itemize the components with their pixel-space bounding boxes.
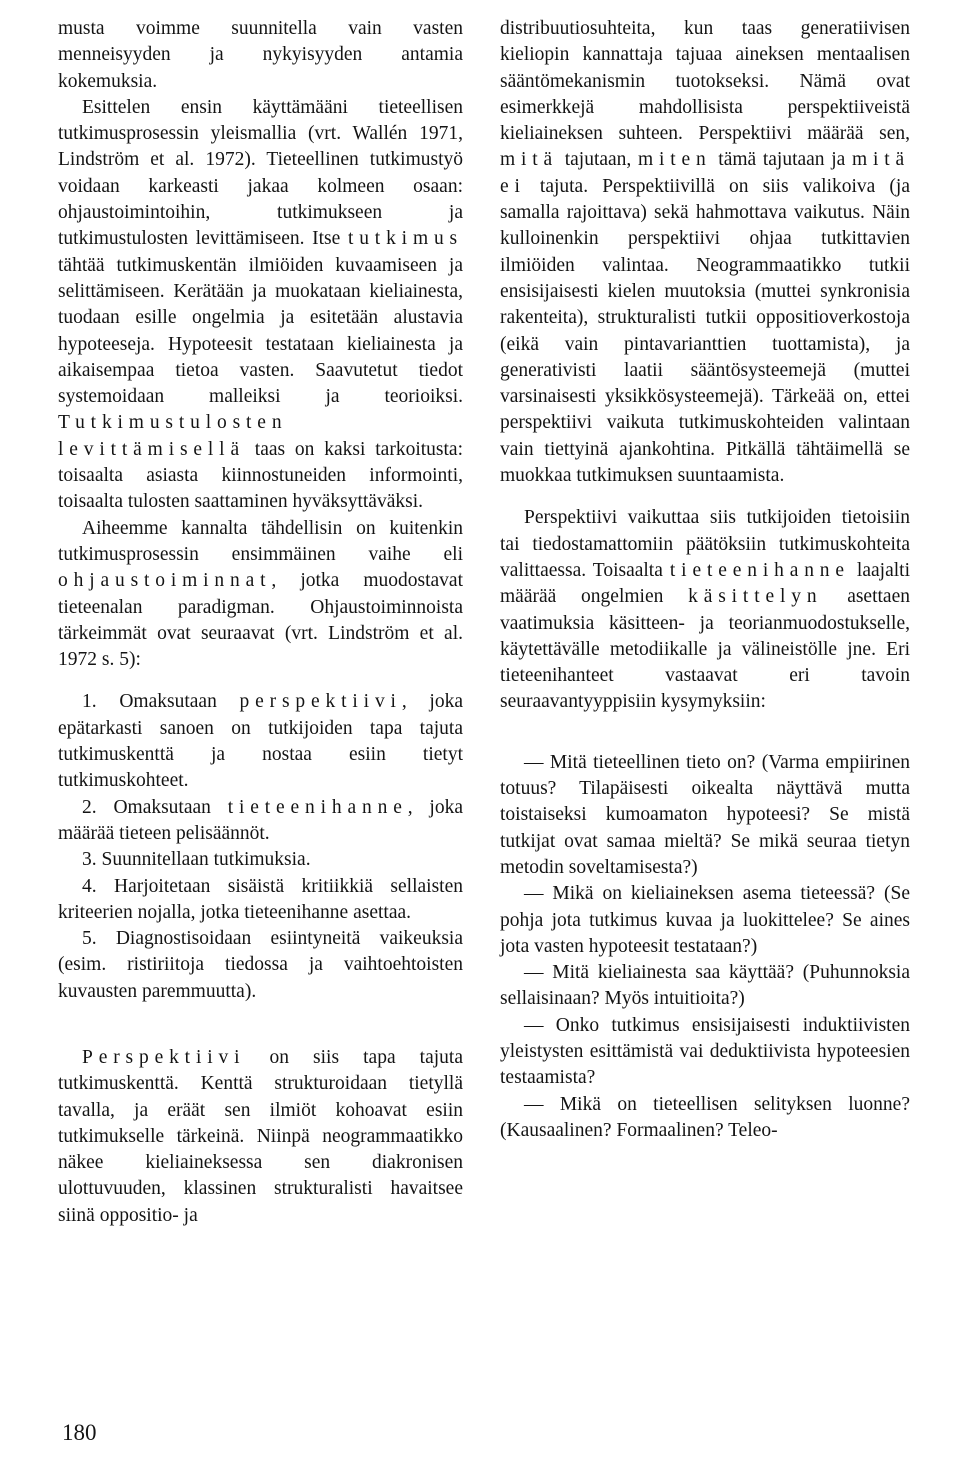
paragraph-perspective-continued: [500, 16, 910, 489]
text-run: Aiheemme kannalta tähdellisin on kuitenkin tutkimusprosessin ensimmäinen vaihe eli: [58, 517, 463, 565]
paragraph-research-model: [58, 95, 463, 516]
emphasis-ohjaustoiminnat: ohjaustoiminnat: [58, 570, 272, 592]
list-item-1: [58, 689, 463, 794]
text-run: laajalti määrää ongelmien: [500, 559, 910, 608]
list-item-5: 5. Diagnostisoidaan esiintyneitä vaikeuksia (esim. ristiriitoja tiedossa ja vaihtoehtoisten kuvausten paremmuutta).: [58, 928, 463, 1002]
emphasis-kasittelyn: käsittelyn: [688, 586, 823, 608]
text-run: Esittelen ensin käyttämääni tieteellisen tutkimusprosessin yleismallia (vrt. Wallén 1971, Lindström et al. 1972). Tieteellinen tutkimustyö voidaan karkeasti jakaa kolmeen osaan: ohjaustoimintoihin, tutkimukseen ja tutkimustulosten levittämiseen. Itse: [58, 96, 463, 250]
right-column: [500, 16, 910, 1144]
emphasis-perspektiivi: Perspektiivi: [82, 1046, 246, 1068]
emphasis-tieteenihanne: tieteenihanne: [669, 559, 850, 581]
question-1: — Mitä tieteellinen tieto on? (Varma empiirinen totuus? Tilapäisesti oikealta näyttävä mutta toistaiseksi kumoamaton hypoteesi? Se mistä tutkijat ovat samaa mieltä? Se mikä seuraa tietyn metodin soveltamisesta?): [500, 751, 910, 878]
text-run: tähtää tutkimuskentän ilmiöiden kuvaamiseen ja selittämiseen. Kerätään ja muokataan kieliainesta, tuodaan esille ongelmia ja esitetään alustavia hypoteeseja. Hypoteesit testataan kieliainesta ja aikaisempaa tietoa vasten. Saavutetut tiedot systemoidaan malleiksi ja teorioiksi.: [58, 254, 463, 408]
emphasis-mita-ei: mitä ei: [500, 149, 911, 197]
list-item-3: 3. Suunnitellaan tutkimuksia.: [82, 849, 311, 871]
text-run: distribuutiosuhteita, kun taas generatiivisen kieliopin kannattaja tajuaa aineksen mentaalisen sääntömekanismin tuotokseksi. Nämä ovat esimerkkejä mahdollisista perspektiiveistä kieliaineksen suhteen. Perspektiivi määrää sen,: [500, 18, 910, 145]
paragraph-science-ideal: [500, 505, 910, 715]
emphasis-tutkimus: tutkimus: [347, 228, 463, 250]
question-2: — Mikä on kieliaineksen asema tieteessä? (Se pohja jota tutkimus kuvaa ja luokittelee? Se aines jota vasten hypoteesit testataan?): [500, 883, 910, 957]
list-item-4: 4. Harjoitetaan sisäistä kritiikkiä sellaisten kriteerien nojalla, jotka tieteenihanne asettaa.: [58, 875, 463, 923]
left-column: [58, 16, 463, 1229]
text-run: tämä tajutaan ja: [711, 149, 852, 171]
text-run: tajutaan,: [558, 149, 638, 171]
text-run: 1. Omaksutaan: [82, 691, 240, 713]
text-run: , jotka muodostavat tieteenalan paradigman. Ohjaustoiminnoista tärkeimmät ovat seuraavat (vrt. Lindström et al. 1972 s. 5):: [58, 570, 463, 671]
paragraph-steering-functions: [58, 516, 463, 674]
text-run: 2. Omaksutaan: [82, 796, 228, 818]
emphasis-miten: miten: [637, 149, 712, 171]
question-5: — Mikä on tieteellisen selityksen luonne? (Kausaalinen? Formaalinen? Teleo-: [500, 1093, 910, 1141]
text-run: tajuta. Perspektiivillä on siis valikoiva (ja samalla rajoittava) sekä hahmottava vaikutus. Näin kulloinenkin perspektiivi ohjaa tutkittavien ilmiöiden valintaa. Neogrammaatikko tutkii ensisijaisesti kielen muutoksia (muttei synkronisia rakenteita), strukturalisti tutkii oppositioverkostoja (eikä vain pintavarianttien tuottamista), ja generativisti laatii sääntösysteemejä (muttei varsinaisesti yksikkösysteemejä). Tärkeää on, ettei perspektiivi vaikuta tutkimuskohteiden valintaan vain tiettyinä ajankohtina. Pitkällä tähtäimellä se muokkaa tutkimuksen suuntaamista.: [500, 175, 910, 487]
list-item-2: [58, 795, 463, 848]
text-run: asettaen vaatimuksia käsitteen- ja teorianmuodostukselle, käytettävälle metodiikalle ja välineistölle jne. Eri tieteenihanteet vastaavat eri tavoin seuraavantyyppisiin kysymyksiin:: [500, 586, 910, 713]
text-run: on siis tapa tajuta tutkimuskenttä. Kenttä strukturoidaan tietyllä tavalla, ja eräät sen ilmiöt kohoavat esiin tutkimukselle tärkeinä. Niinpä neogrammaatikko näkee kieliaineksessa sen diakronisen ulottuvuuden, klassinen strukturalisti havaitsee siinä oppositio- ja: [58, 1046, 463, 1226]
paragraph-perspective: [58, 1045, 463, 1229]
emphasis-tutkimustulosten-levittamisella: Tutkimustulosten levittämisellä: [58, 412, 288, 460]
text-run: taas on kaksi tarkoitusta: toisaalta asiasta kiinnostuneiden informointi, toisaalta tulosten saattaminen hyväksyttäväksi.: [58, 438, 463, 513]
paragraph-intro: musta voimme suunnitella vain vasten menneisyyden ja nykyisyyden antamia kokemuksia.: [58, 18, 463, 92]
page-number: 180: [62, 1420, 97, 1445]
text-run: , joka määrää tieteen pelisäännöt.: [58, 796, 463, 844]
emphasis-mita: mitä: [500, 149, 559, 171]
emphasis-perspektiivi: perspektiivi: [239, 691, 402, 713]
text-run: Perspektiivi vaikuttaa siis tutkijoiden tietoisiin tai tiedostamattomiin päätöksiin tutkimuskohteita valittaessa. Toisaalta: [500, 507, 910, 581]
question-3: — Mitä kieliainesta saa käyttää? (Puhunnoksia sellaisinaan? Myös intuitioita?): [500, 962, 910, 1010]
question-4: — Onko tutkimus ensisijaisesti induktiivisten yleistysten esittämistä vai deduktiivista hypoteesien testaamista?: [500, 1014, 910, 1089]
emphasis-tieteenihanne: tieteenihanne: [227, 796, 408, 818]
text-run: , joka epätarkasti sanoen on tutkijoiden tapa tajuta tutkimuskenttä ja nostaa esiin tietyt tutkimuskohteet.: [58, 691, 463, 792]
